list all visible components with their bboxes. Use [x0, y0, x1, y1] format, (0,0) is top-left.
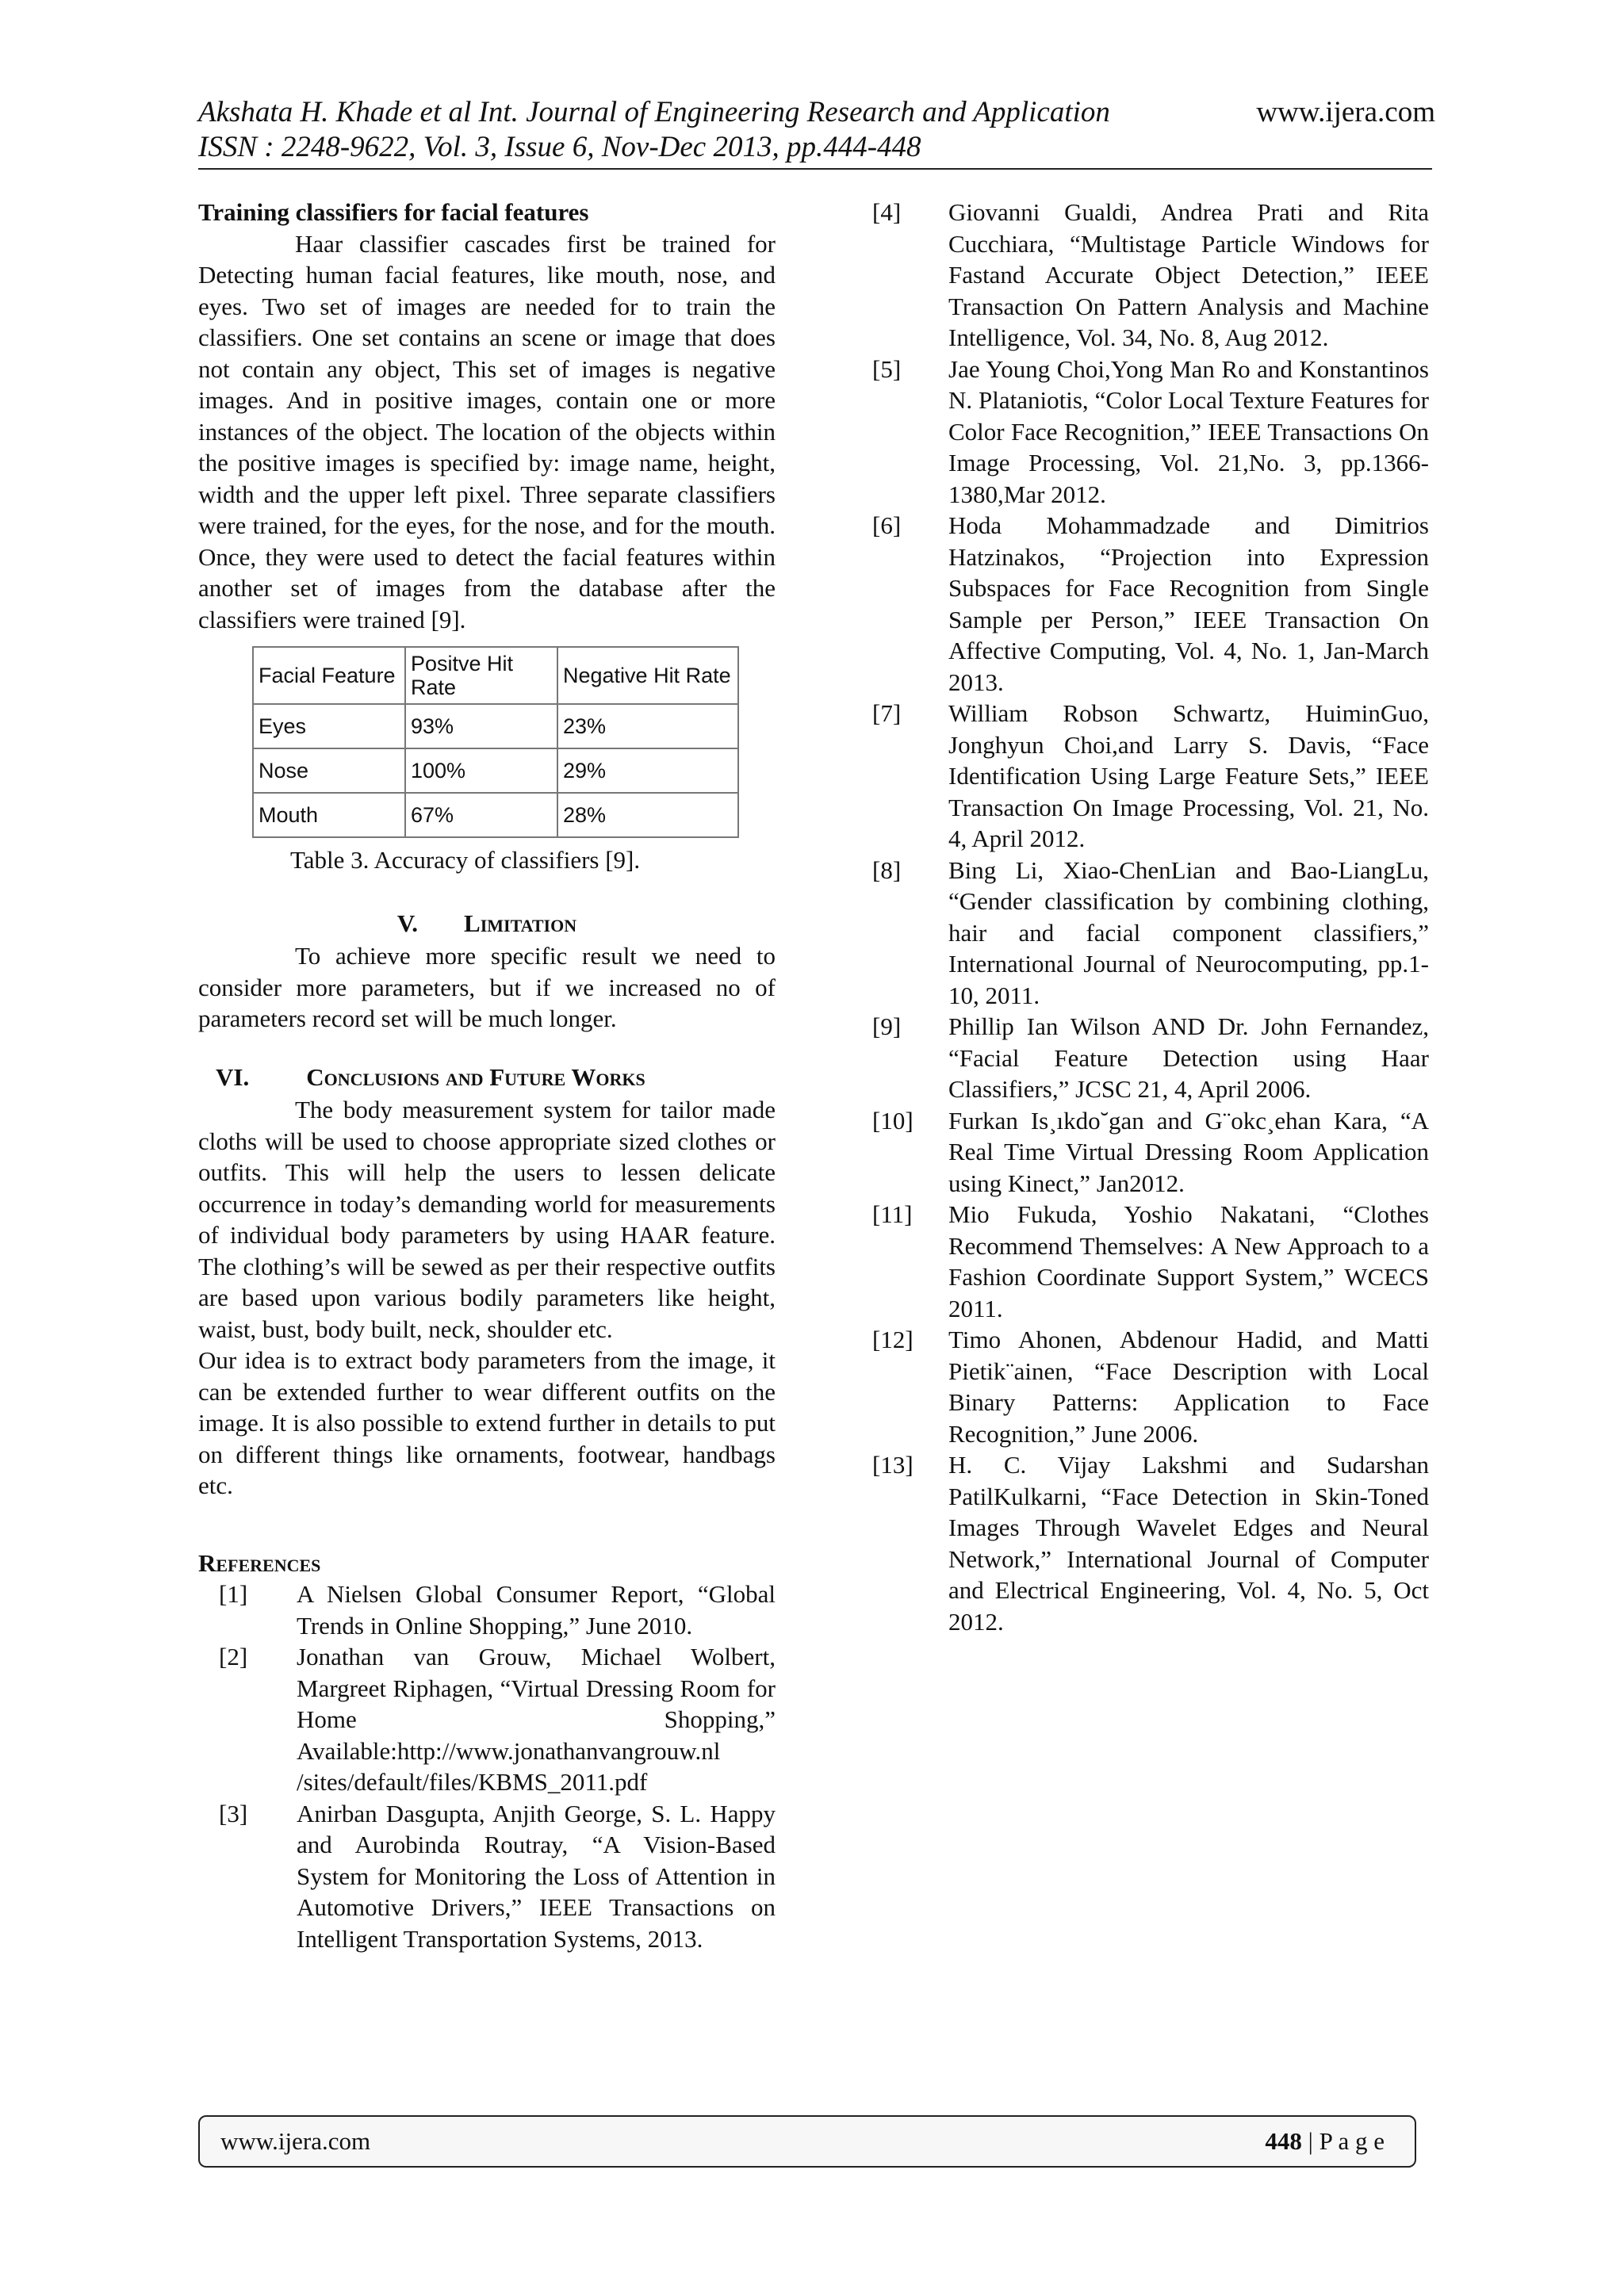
reference-item	[872, 354, 1429, 511]
reference-number: [9]	[872, 1012, 902, 1040]
limitation-paragraph: To achieve more specific result we need to consider more parameters, but if we increased no of parameters record set will be much longer.	[198, 942, 776, 1032]
page-footer	[198, 2115, 1416, 2168]
section-heading-conclusions	[216, 1062, 776, 1093]
reference-number: [4]	[872, 198, 902, 226]
section-number: V.	[396, 909, 419, 937]
reference-text: Furkan Is¸ıkdo˘gan and G¨okc¸ehan Kara, “A Real Time Virtual Dressing Room Application using Kinect,” Jan2012.	[948, 1106, 1429, 1197]
reference-number: [3]	[219, 1799, 248, 1827]
page-label: | P a g e	[1308, 2127, 1385, 2155]
footer-site: www.ijera.com	[220, 2127, 371, 2155]
section-title: Limitation	[464, 909, 577, 937]
table-cell: Eyes	[253, 704, 405, 748]
table-header-cell: Positve Hit Rate	[405, 647, 557, 704]
reference-text: Timo Ahonen, Abdenour Hadid, and Matti Pietik¨ainen, “Face Description with Local Binary Patterns: Application to Face Recognition,” June 2006.	[948, 1326, 1429, 1448]
reference-text: Mio Fukuda, Yoshio Nakatani, “Clothes Recommend Themselves: A New Approach to a Fashion Coordinate Support System,” WCECS 2011.	[948, 1200, 1429, 1322]
reference-item	[872, 855, 1429, 1012]
header-issn: ISSN : 2248-9622, Vol. 3, Issue 6, Nov-Dec 2013, pp.444-448	[198, 131, 921, 163]
page-number-value: 448	[1265, 2127, 1302, 2155]
left-column	[198, 197, 776, 1954]
table-row	[253, 793, 738, 837]
reference-number: [11]	[872, 1200, 913, 1228]
reference-text: H. C. Vijay Lakshmi and Sudarshan PatilKulkarni, “Face Detection in Skin-Toned Images Through Wavelet Edges and Neural Network,” International Journal of Computer and Electrical Engineering, Vol. 4, No. 5, Oct 2012.	[948, 1451, 1429, 1636]
reference-number: [8]	[872, 855, 902, 884]
reference-text: William Robson Schwartz, HuiminGuo, Jonghyun Choi,and Larry S. Davis, “Face Identification Using Large Feature Sets,” IEEE Transaction On Image Processing, Vol. 21, No. 4, April 2012.	[948, 699, 1429, 852]
reference-text: Phillip Ian Wilson AND Dr. John Fernandez, “Facial Feature Detection using Haar Classifiers,” JCSC 21, 4, April 2006.	[948, 1012, 1429, 1103]
table-header-cell: Facial Feature	[253, 647, 405, 704]
reference-item	[872, 698, 1429, 855]
reference-number: [1]	[219, 1580, 248, 1608]
header-journal: Akshata H. Khade et al Int. Journal of Engineering Research and Application	[198, 96, 1110, 128]
reference-text: Giovanni Gualdi, Andrea Prati and Rita Cucchiara, “Multistage Particle Windows for Fastand Accurate Object Detection,” IEEE Transaction On Pattern Analysis and Machine Intelligence, Vol. 34, No. 8, Aug 2012.	[948, 198, 1429, 351]
table-cell: 93%	[405, 704, 557, 748]
reference-number: [10]	[872, 1106, 914, 1135]
reference-item	[872, 510, 1429, 698]
reference-number: [5]	[872, 354, 902, 383]
references-heading: References	[198, 1548, 321, 1577]
reference-number: [13]	[872, 1451, 914, 1479]
table-cell: 100%	[405, 748, 557, 793]
section-title: Conclusions and Future Works	[306, 1062, 645, 1091]
section-number: VI.	[216, 1062, 250, 1091]
reference-text: Anirban Dasgupta, Anjith George, S. L. Happy and Aurobinda Routray, “A Vision-Based System for Monitoring the Loss of Attention in Automotive Drivers,” IEEE Transactions on Intelligent Transportation Systems, 2013.	[297, 1799, 776, 1953]
reference-number: [6]	[872, 511, 902, 539]
table-cell: 67%	[405, 793, 557, 837]
references-list-left	[198, 1578, 776, 1954]
table-cell: Mouth	[253, 793, 405, 837]
reference-number: [12]	[872, 1326, 914, 1353]
reference-item	[872, 197, 1429, 354]
table-header-row	[253, 647, 738, 704]
reference-item	[198, 1578, 776, 1641]
conclusions-paragraph-1: The body measurement system for tailor made cloths will be used to choose appropriate sized clothes or outfits. This will help the users to lessen delicate occurrence in today’s demanding world for measurements of individual body parameters by using HAAR feature. The clothing’s will be sewed as per their respective outfits are based upon various bodily parameters like height, waist, bust, body built, neck, shoulder etc.	[198, 1096, 776, 1343]
training-paragraph: Haar classifier cascades first be trained for Detecting human facial features, like mouth, nose, and eyes. Two set of images are needed for to train the classifiers. One set contains an scene or image that does not contain any object, This set of images is negative images. And in positive images, contain one or more instances of the object. The location of the objects within the positive images is specified by: image name, height, width and the upper left pixel. Three separate classifiers were trained, for the eyes, for the nose, and for the mouth. Once, they were used to detect the facial features within another set of images from the database after the classifiers were trained [9].	[198, 229, 776, 633]
table-row	[253, 704, 738, 748]
right-column	[872, 197, 1429, 1637]
reference-item	[198, 1641, 776, 1798]
reference-number: [7]	[872, 699, 902, 727]
accuracy-table	[252, 646, 739, 838]
table-caption: Table 3. Accuracy of classifiers [9].	[290, 846, 641, 874]
reference-item	[872, 1011, 1429, 1105]
conclusions-paragraph-2: Our idea is to extract body parameters from the image, it can be extended further to wear different outfits on the image. It is also possible to extend further in details to put on different things like ornaments, footwear, handbags etc.	[198, 1346, 776, 1499]
reference-number: [2]	[219, 1643, 248, 1670]
table-cell: 28%	[557, 793, 738, 837]
section-heading-limitation	[198, 908, 776, 939]
reference-item	[198, 1798, 776, 1955]
table-cell: 29%	[557, 748, 738, 793]
page-number	[1265, 2127, 1385, 2156]
reference-item	[872, 1449, 1429, 1637]
reference-text: A Nielsen Global Consumer Report, “Global Trends in Online Shopping,” June 2010.	[297, 1580, 776, 1640]
training-heading: Training classifiers for facial features	[198, 198, 589, 226]
reference-item	[872, 1324, 1429, 1449]
running-header	[198, 95, 1435, 165]
reference-text: Bing Li, Xiao-ChenLian and Bao-LiangLu, “Gender classification by combining clothing, hair and facial component classifiers,” International Journal of Neurocomputing, pp.1-10, 2011.	[948, 855, 1429, 1009]
table-header-cell: Negative Hit Rate	[557, 647, 738, 704]
reference-text: Hoda Mohammadzade and Dimitrios Hatzinakos, “Projection into Expression Subspaces for Face Recognition from Single Sample per Person,” IEEE Transaction On Affective Computing, Vol. 4, No. 1, Jan-March 2013.	[948, 511, 1429, 696]
reference-item	[872, 1199, 1429, 1324]
header-site: www.ijera.com	[1256, 96, 1435, 128]
reference-text: Jae Young Choi,Yong Man Ro and Konstantinos N. Plataniotis, “Color Local Texture Features for Color Face Recognition,” IEEE Transactions On Image Processing, Vol. 21,No. 3, pp.1366-1380,Mar 2012.	[948, 354, 1429, 508]
table-row	[253, 748, 738, 793]
header-rule	[198, 168, 1432, 170]
table-cell: 23%	[557, 704, 738, 748]
reference-text: Jonathan van Grouw, Michael Wolbert, Margreet Riphagen, “Virtual Dressing Room for Home Shopping,” Available:http://www.jonathanvangrouw.nl /sites/default/files/KBMS_2011.pdf	[297, 1643, 776, 1796]
reference-item	[872, 1105, 1429, 1200]
table-cell: Nose	[253, 748, 405, 793]
